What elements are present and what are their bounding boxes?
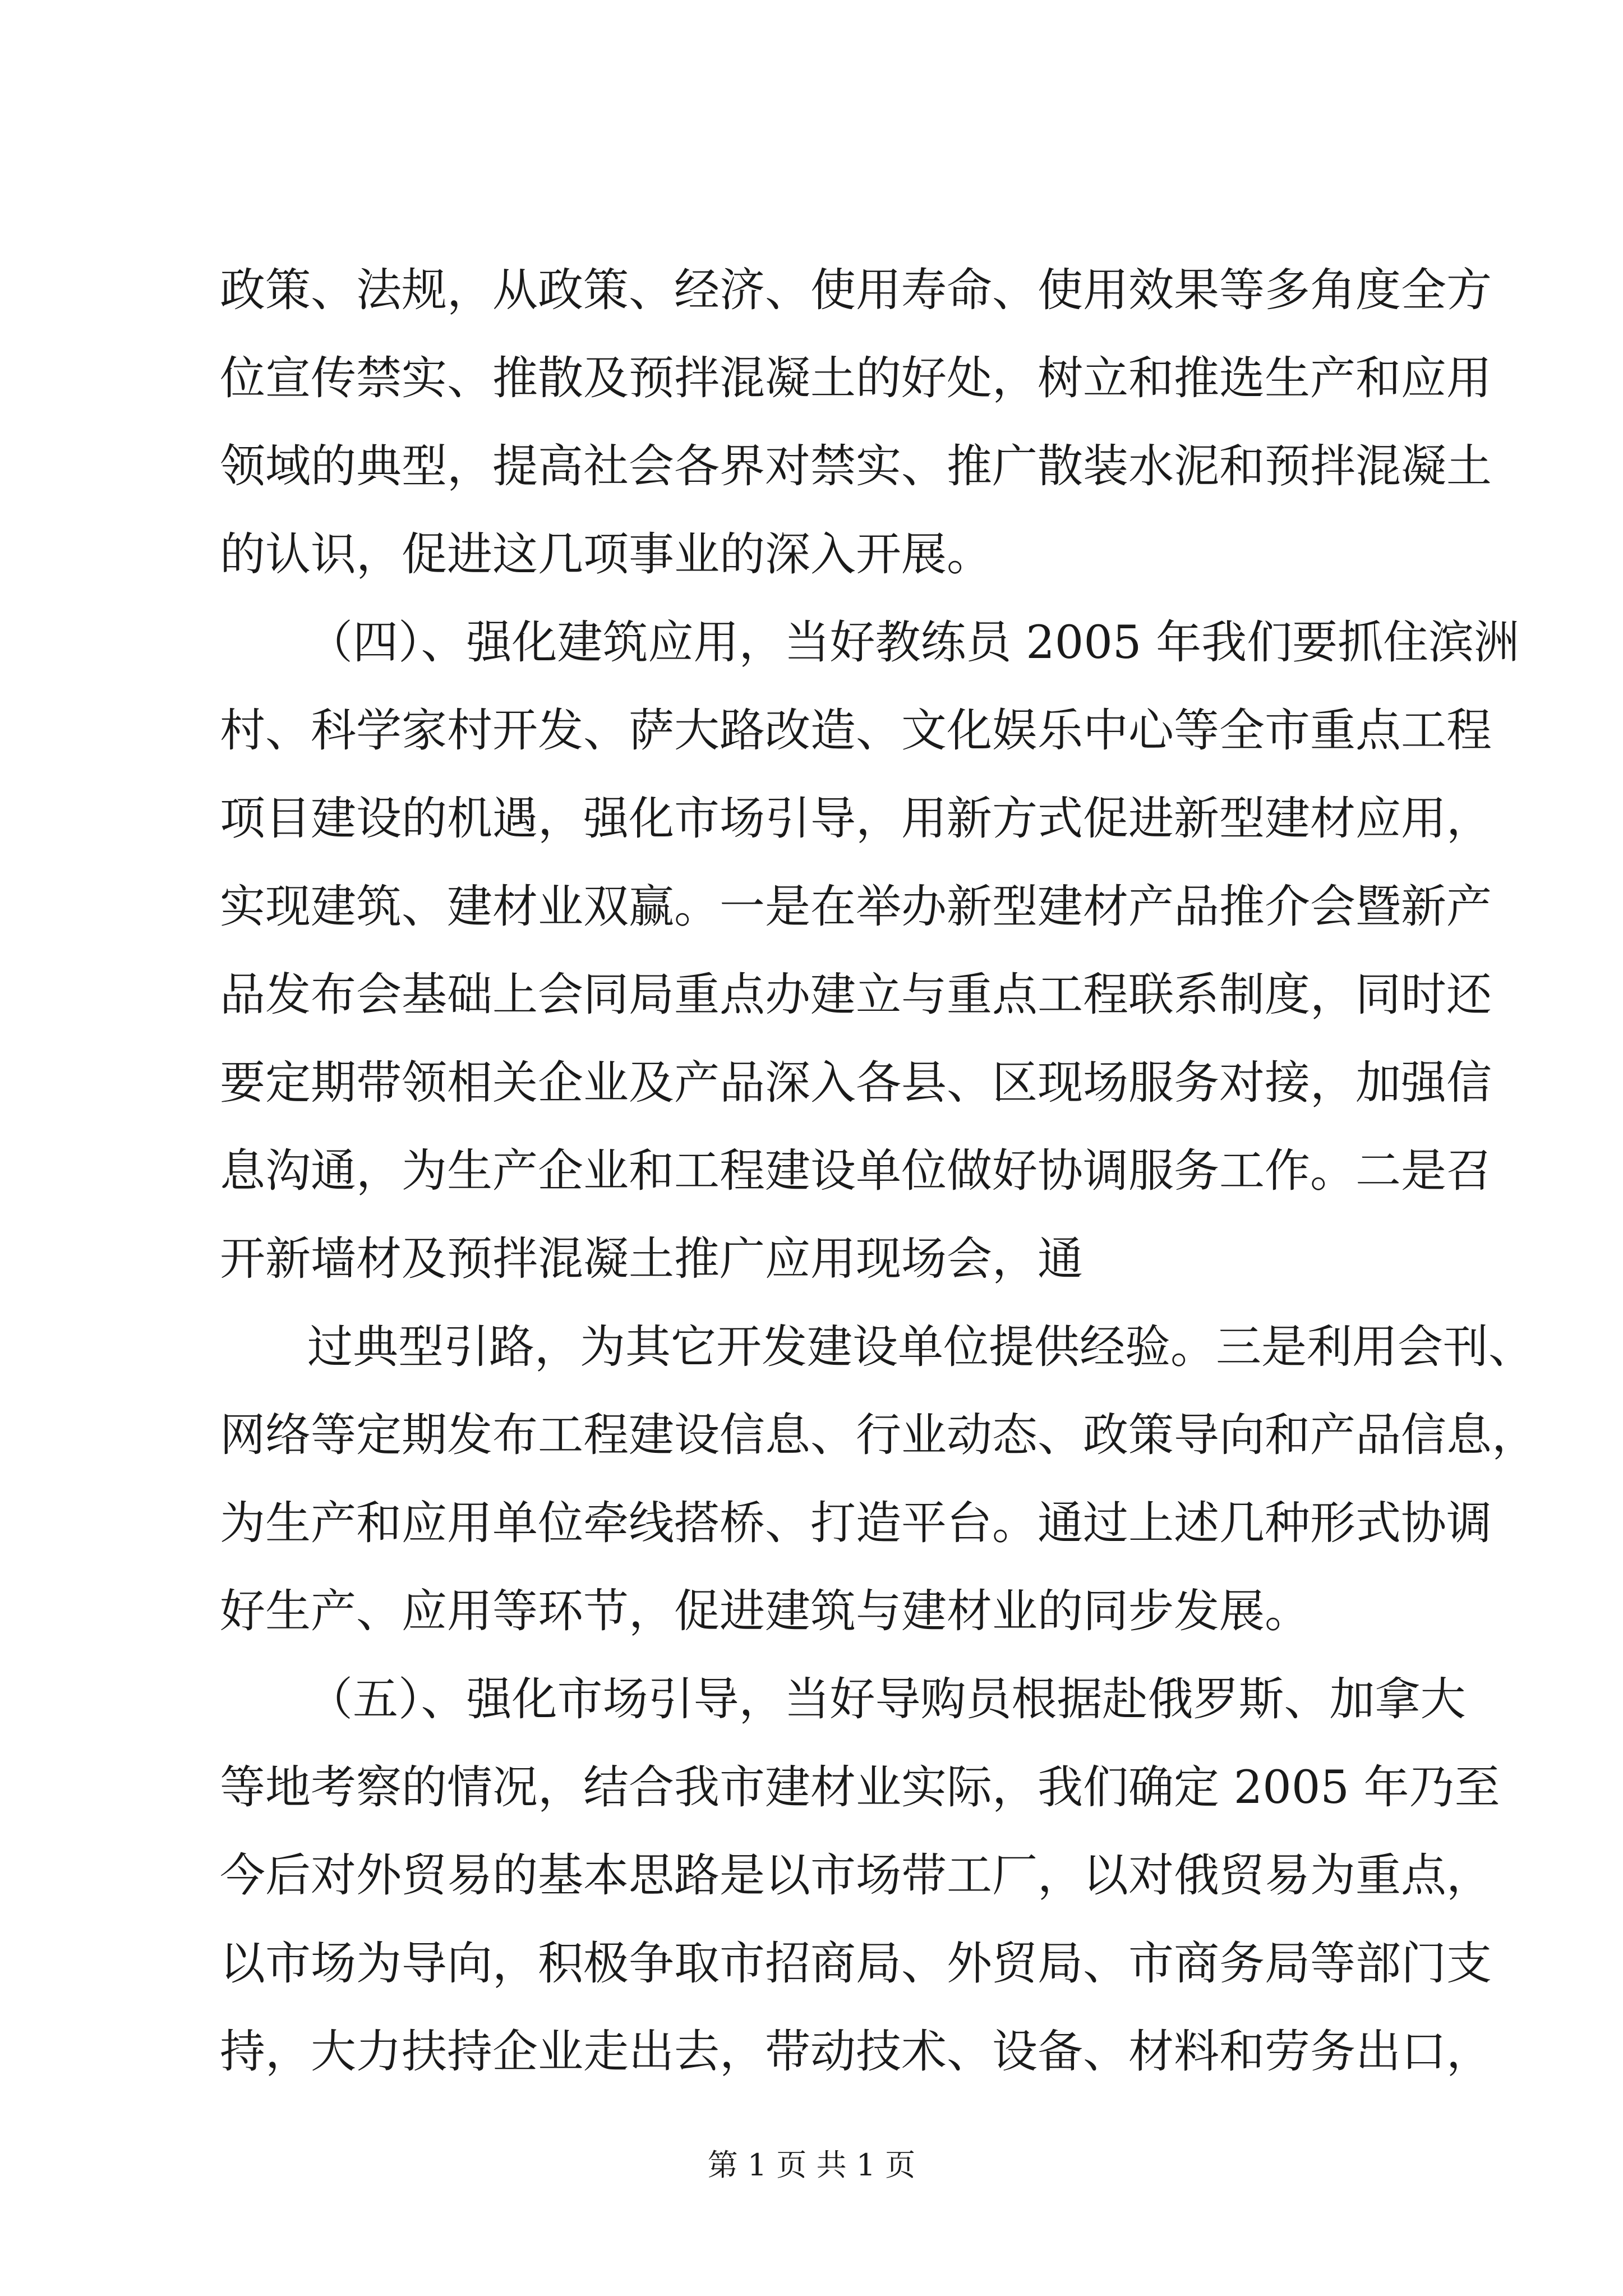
text-line: 今后对外贸易的基本思路是以市场带工厂，以对俄贸易为重点， — [220, 1849, 1492, 1902]
text-line: 过典型引路，为其它开发建设单位提供经验。三是利用会刊、 — [307, 1321, 1534, 1374]
text-line: 实现建筑、建材业双赢。一是在举办新型建材产品推介会暨新产 — [220, 881, 1492, 933]
text-line: 开新墙材及预拌混凝土推广应用现场会，通 — [220, 1233, 1083, 1286]
text-line: 品发布会基础上会同局重点办建立与重点工程联系制度，同时还 — [220, 969, 1492, 1022]
text-line: 为生产和应用单位牵线搭桥、打造平台。通过上述几种形式协调 — [220, 1497, 1492, 1550]
text-line: 要定期带领相关企业及产品深入各县、区现场服务对接，加强信 — [220, 1057, 1492, 1110]
page-footer: 第 1 页 共 1 页 — [707, 2147, 916, 2183]
text-line: 息沟通，为生产企业和工程建设单位做好协调服务工作。二是召 — [220, 1145, 1492, 1198]
text-line: 领域的典型，提高社会各界对禁实、推广散装水泥和预拌混凝土 — [220, 440, 1492, 493]
text-line: 政策、法规，从政策、经济、使用寿命、使用效果等多角度全方 — [220, 264, 1492, 317]
text-line: 网络等定期发布工程建设信息、行业动态、政策导向和产品信息， — [220, 1409, 1538, 1462]
text-line: 好生产、应用等环节，促进建筑与建材业的同步发展。 — [220, 1585, 1311, 1638]
text-line: 位宣传禁实、推散及预拌混凝土的好处，树立和推选生产和应用 — [220, 352, 1492, 405]
text-line: （五）、强化市场引导，当好导购员根据赴俄罗斯、加拿大 — [307, 1673, 1466, 1726]
text-line: 的认识，促进这几项事业的深入开展。 — [220, 528, 993, 581]
text-line: 以市场为导向，积极争取市招商局、外贸局、市商务局等部门支 — [220, 1938, 1492, 1990]
text-line: 项目建设的机遇，强化市场引导，用新方式促进新型建材应用， — [220, 793, 1492, 845]
text-line: 持，大力扶持企业走出去，带动技术、设备、材料和劳务出口， — [220, 2026, 1492, 2078]
text-line: （四）、强化建筑应用，当好教练员 2005 年我们要抓住滨洲 — [307, 616, 1520, 669]
text-line: 村、科学家村开发、萨大路改造、文化娱乐中心等全市重点工程 — [220, 705, 1492, 757]
text-line: 等地考察的情况，结合我市建材业实际，我们确定 2005 年乃至 — [220, 1761, 1500, 1814]
